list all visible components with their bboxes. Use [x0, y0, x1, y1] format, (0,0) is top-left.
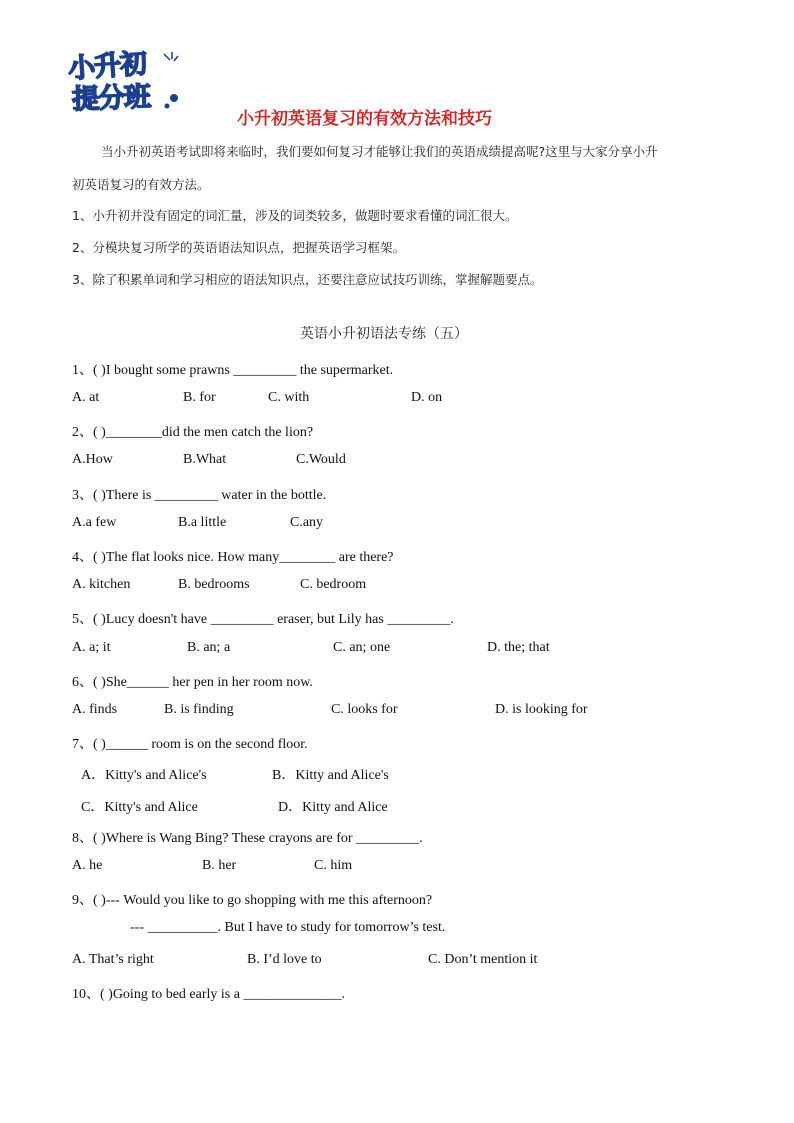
option: A．Kitty's and Alice's [81, 768, 207, 783]
option: B. for [183, 390, 216, 405]
logo [64, 44, 186, 116]
option: D．Kitty and Alice [278, 800, 388, 815]
option: A. kitchen [72, 577, 131, 592]
logo-line2: 提分班 [71, 81, 151, 116]
question-10: 10、( )Going to bed early is a ______________. [72, 987, 345, 1002]
option: A. finds [72, 702, 118, 717]
option: B. is finding [164, 702, 234, 717]
option: B. I’d love to [247, 952, 322, 967]
option: C. looks for [331, 702, 398, 717]
question-7: 7、( )______ room is on the second floor. [72, 737, 308, 752]
option: C. him [314, 858, 353, 873]
option: B.What [183, 452, 227, 467]
question-6: 6、( )She______ her pen in her room now. [72, 675, 313, 690]
option: B.a little [178, 515, 227, 530]
option: D. on [411, 390, 443, 405]
option: B. her [202, 858, 237, 873]
option: C. an; one [333, 640, 391, 655]
option: D. is looking for [495, 702, 588, 717]
question-9: 9、( )--- Would you like to go shopping with me this afternoon? [72, 893, 433, 908]
option: C. with [268, 390, 310, 405]
option: A.How [72, 452, 113, 467]
question-2: 2、( )________did the men catch the lion? [72, 425, 314, 440]
tip-item: 3、除了积累单词和学习相应的语法知识点，还要注意应试技巧训练，掌握解题要点。 [72, 272, 543, 287]
option: B. bedrooms [178, 577, 250, 592]
option: B．Kitty and Alice's [272, 768, 389, 783]
option: C. Don’t mention it [428, 952, 538, 967]
logo-decoration-icon [160, 50, 182, 110]
option: D. the; that [487, 640, 550, 655]
option: A. at [72, 390, 100, 405]
option: C.Would [296, 452, 346, 467]
option: C．Kitty's and Alice [81, 800, 198, 815]
option: B. an; a [187, 640, 231, 655]
option: C.any [290, 515, 324, 530]
section-title: 英语小升初语法专练（五） [300, 326, 468, 342]
question-1: 1、( )I bought some prawns _________ the supermarket. [72, 363, 394, 378]
option: C. bedroom [300, 577, 367, 592]
intro-text-line1: 当小升初英语考试即将来临时，我们要如何复习才能够让我们的英语成绩提高呢?这里与大家分享小升 [101, 144, 658, 159]
question-3: 3、( )There is _________ water in the bottle. [72, 488, 327, 503]
option: A. That’s right [72, 952, 154, 967]
option: A. he [72, 858, 103, 873]
page-title: 小升初英语复习的有效方法和技巧 [237, 109, 492, 129]
intro-text-line2: 初英语复习的有效方法。 [72, 177, 210, 192]
tip-item: 2、分模块复习所学的英语语法知识点，把握英语学习框架。 [72, 240, 405, 255]
question-5: 5、( )Lucy doesn't have _________ eraser, but Lily has _________. [72, 612, 454, 627]
question-9-dialogue: --- __________. But I have to study for tomorrow’s test. [130, 920, 446, 935]
option: A. a; it [72, 640, 111, 655]
question-4: 4、( )The flat looks nice. How many________ are there? [72, 550, 394, 565]
tip-item: 1、小升初并没有固定的词汇量，涉及的词类较多，做题时要求看懂的词汇很大。 [72, 208, 518, 223]
question-8: 8、( )Where is Wang Bing? These crayons are for _________. [72, 831, 423, 846]
option: A.a few [72, 515, 117, 530]
logo-line1: 小升初 [67, 48, 148, 85]
